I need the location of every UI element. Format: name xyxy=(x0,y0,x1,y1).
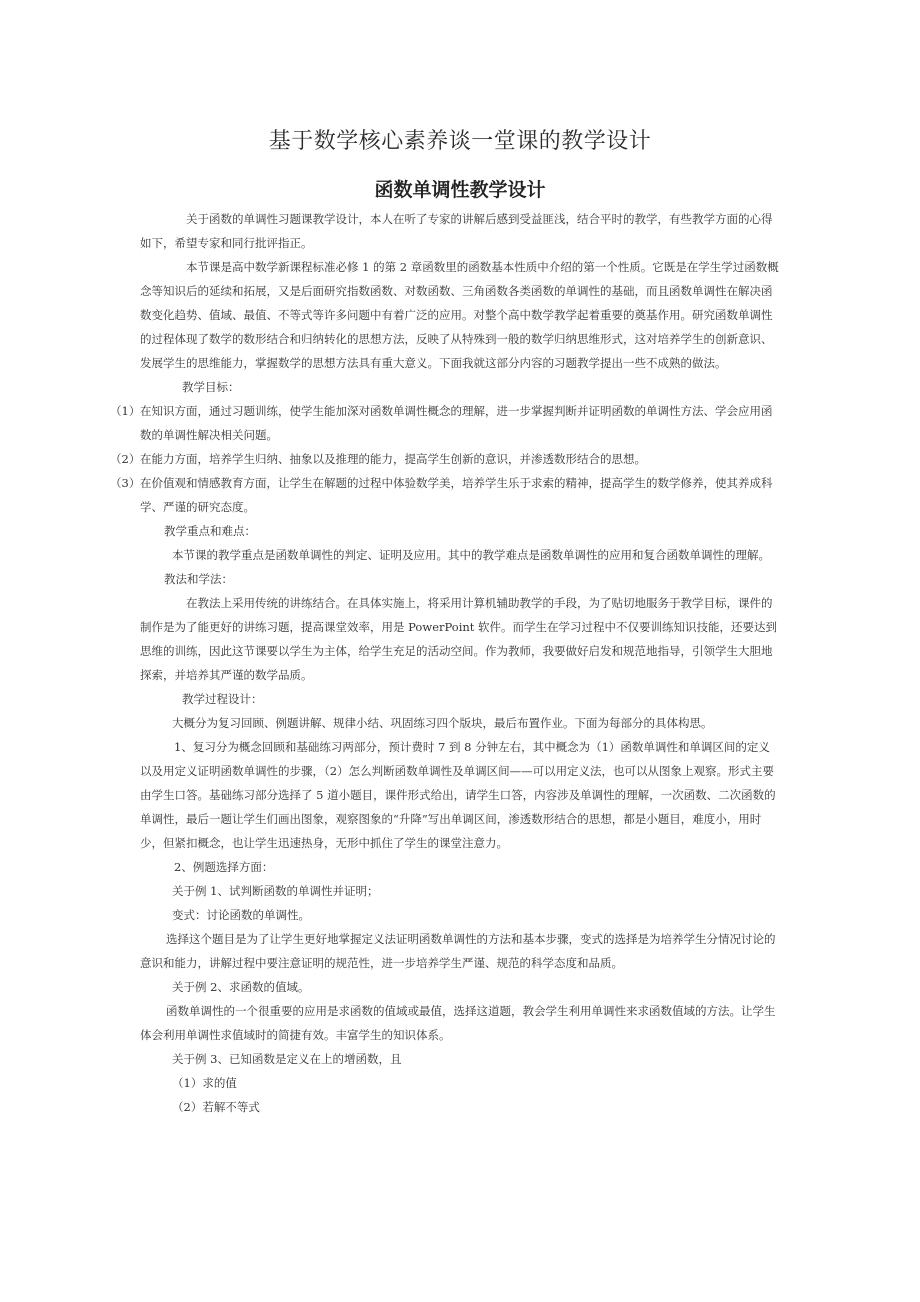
goal-2-label: （2） xyxy=(110,452,141,466)
example-3-question-2: （2）若解不等式 xyxy=(172,1100,260,1114)
heading-methods: 教法和学法： xyxy=(164,572,233,586)
example-3-question-1: （1）求的值 xyxy=(172,1076,237,1090)
goal-1-text: 在知识方面，通过习题训练，使学生能加深对函数单调性概念的理解，进一步掌握判断并证明函数的单调性方法、学会应用函数的单调性解决相关问题。 xyxy=(140,404,773,442)
review-paragraph: 1、复习分为概念回顾和基础练习两部分，预计费时 7 到 8 分钟左右，其中概念为（1）函数单调性和单调区间的定义以及用定义证明函数单调性的步骤，（2）怎么判断函数单调性及单调区间——可以用定义法，也可以从图象上观察。形式主要由学生口答。基础练习部分选择了 5 道小题目，课件形式给出，请学生口答，内容涉及单调性的理解，一次函数、二次函数的单调性，最后一题让学生们画出图象，观察图象的“升降”写出单调区间，渗透数形结合的思想，都是小题目，难度小，用时少，但紧扣概念，也让学生迅速热身，无形中抓住了学生的课堂注意力。 xyxy=(140,740,776,850)
heading-examples: 2、例题选择方面： xyxy=(174,860,274,874)
goal-3-text: 在价值观和情感教育方面，让学生在解题的过程中体验数学美，培养学生乐于求索的精神，提高学生的数学修养，使其养成科学、严谨的研究态度。 xyxy=(140,476,773,514)
example-1-paragraph: 选择这个题目是为了让学生更好地掌握定义法证明函数单调性的方法和基本步骤，变式的选择是为培养学生分情况讨论的意识和能力，讲解过程中要注意证明的规范性，进一步培养学生严谨、规范的科学态度和品质。 xyxy=(140,932,776,970)
example-3: 关于例 3、已知函数是定义在上的增函数，且 xyxy=(172,1052,402,1066)
example-1: 关于例 1、试判断函数的单调性并证明； xyxy=(172,884,379,898)
example-1-variant: 变式：讨论函数的单调性。 xyxy=(172,908,310,922)
intro-paragraph: 关于函数的单调性习题课教学设计，本人在听了专家的讲解后感到受益匪浅，结合平时的教学，有些教学方面的心得如下，希望专家和同行批评指正。 xyxy=(140,212,773,250)
background-paragraph: 本节课是高中数学新课程标准必修 1 的第 2 章函数里的函数基本性质中介绍的第一个性质。它既是在学生学过函数概念等知识后的延续和拓展，又是后面研究指数函数、对数函数、三角函数各类函数的单调性的基础，而且函数单调性在解决函数变化趋势、值域、最值、不等式等许多问题中有着广泛的应用。对整个高中数学教学起着重要的奠基作用。研究函数单调性的过程体现了数学的数形结合和归纳转化的思想方法，反映了从特殊到一般的数学归纳思维形式，这对培养学生的创新意识、发展学生的思维能力，掌握数学的思想方法具有重大意义。下面我就这部分内容的习题教学提出一些不成熟的做法。 xyxy=(140,260,779,370)
goal-3-label: （3） xyxy=(110,476,141,490)
document-title: 基于数学核心素养谈一堂课的教学设计 xyxy=(268,129,652,154)
methods-paragraph: 在教法上采用传统的讲练结合。在具体实施上，将采用计算机辅助教学的手段，为了贴切地服务于教学目标，课件的制作是为了能更好的讲练习题，提高课堂效率，用是 PowerPoint 软件。而学生在学习过程中不仅要训练知识技能，还要达到思维的训练，因此这节课要以学生为主体，给学生充足的活动空间。作为教师，我要做好启发和规范地指导，引领学生大胆地探索，并培养其严谨的数学品质。 xyxy=(140,596,778,682)
example-2-paragraph: 函数单调性的一个很重要的应用是求函数的值域或最值，选择这道题，教会学生利用单调性来求函数值域的方法。让学生体会利用单调性求值域时的简捷有效。丰富学生的知识体系。 xyxy=(140,1004,776,1042)
goal-2-text: 在能力方面，培养学生归纳、抽象以及推理的能力，提高学生创新的意识，并渗透数形结合的思想。 xyxy=(140,452,646,466)
heading-key-points: 教学重点和难点： xyxy=(164,524,256,538)
goal-1-label: （1） xyxy=(110,404,141,418)
document-subtitle: 函数单调性教学设计 xyxy=(374,179,546,201)
key-points-paragraph: 本节课的教学重点是函数单调性的判定、证明及应用。其中的教学难点是函数单调性的应用和复合函数单调性的理解。 xyxy=(172,548,770,562)
heading-teaching-goals: 教学目标： xyxy=(182,380,240,394)
example-2: 关于例 2、求函数的值域。 xyxy=(172,980,310,994)
process-paragraph: 大概分为复习回顾、例题讲解、规律小结、巩固练习四个版块，最后布置作业。下面为每部分的具体构思。 xyxy=(172,716,713,730)
goal-item-3 xyxy=(110,471,780,519)
document-body xyxy=(110,207,780,1119)
goal-item-2 xyxy=(110,447,780,471)
goal-item-1 xyxy=(110,399,780,447)
heading-process: 教学过程设计： xyxy=(182,692,263,706)
